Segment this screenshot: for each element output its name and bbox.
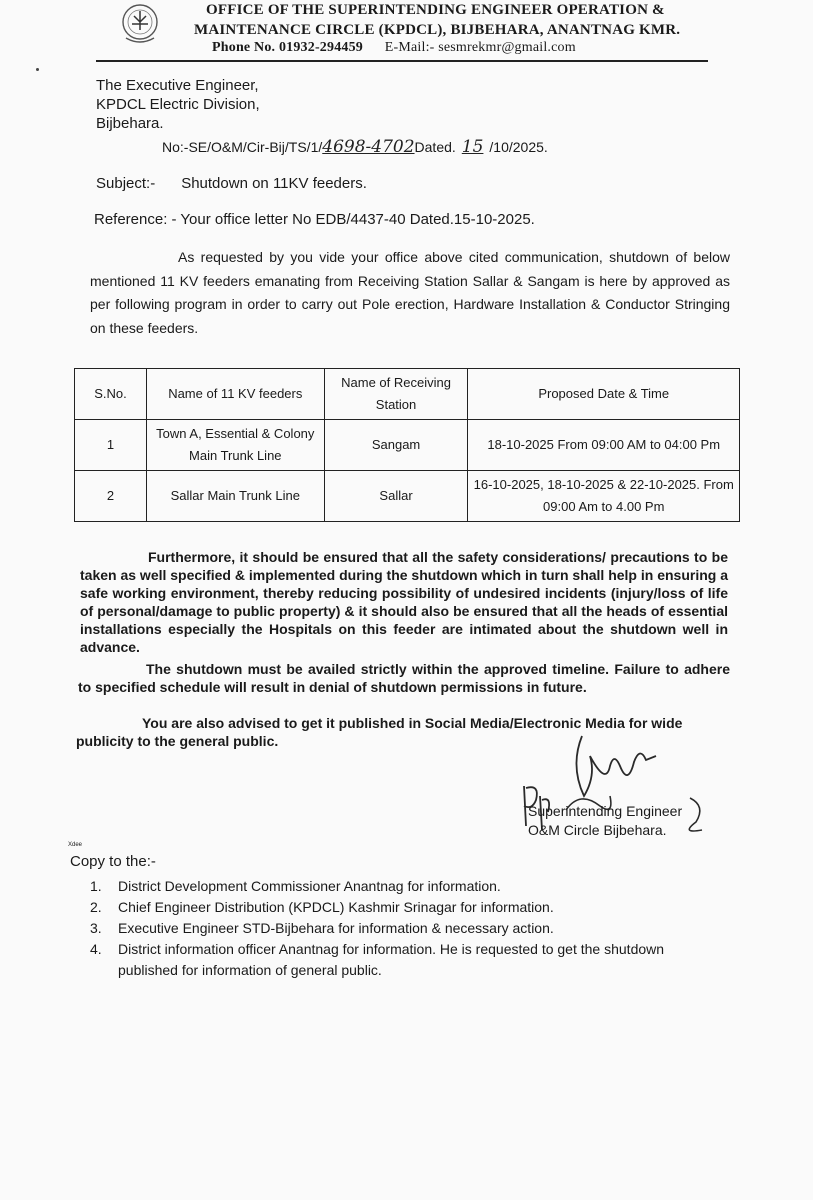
header-sno: S.No. bbox=[75, 369, 147, 420]
list-item bbox=[90, 897, 720, 918]
row-feeder: Town A, Essential & Colony Main Trunk Line bbox=[146, 420, 324, 471]
list-item-text: District Development Commissioner Anantnag for information. bbox=[118, 878, 501, 894]
letterhead-email: E-Mail:- sesmrekmr@gmail.com bbox=[384, 40, 576, 55]
list-item-text: District information officer Anantnag for information. He is requested to get the shutdown published for information of general public. bbox=[118, 941, 665, 978]
list-item-text: Executive Engineer STD-Bijbehara for information & necessary action. bbox=[118, 920, 554, 936]
scan-speck bbox=[36, 68, 39, 71]
shutdown-schedule-table bbox=[74, 368, 740, 522]
dated-label: Dated. bbox=[414, 139, 456, 155]
letterhead-phone: Phone No. 01932-294459 bbox=[212, 40, 364, 55]
copy-to-title: Copy to the:- bbox=[70, 853, 156, 870]
publicity-paragraph: You are also advised to get it published in Social Media/Electronic Media for wide publicity to the general public. bbox=[76, 715, 683, 749]
signatory-block bbox=[528, 802, 682, 840]
signatory-title: Superintending Engineer bbox=[528, 803, 683, 819]
subject-label: Subject:- bbox=[96, 175, 156, 192]
handwritten-day: 15 bbox=[461, 137, 484, 157]
copy-to-list bbox=[90, 876, 720, 981]
row-feeder: Sallar Main Trunk Line bbox=[146, 471, 324, 522]
kpdcl-emblem-icon bbox=[118, 2, 162, 46]
list-item bbox=[90, 918, 720, 939]
letter-number-line bbox=[162, 137, 548, 157]
row-station: Sallar bbox=[324, 471, 468, 522]
list-item-number: 1. bbox=[90, 878, 102, 894]
header-datetime: Proposed Date & Time bbox=[468, 369, 740, 420]
letterhead-line-1: OFFICE OF THE SUPERINTENDING ENGINEER OPERATION & bbox=[206, 2, 665, 18]
letter-date-suffix: /10/2025. bbox=[489, 139, 548, 155]
timeline-paragraph: The shutdown must be availed strictly within the approved timeline. Failure to adhere to specified schedule will result in denial of shutdown permissions in future. bbox=[78, 661, 730, 695]
letter-number-prefix: No:-SE/O&M/Cir-Bij/TS/1/ bbox=[162, 139, 323, 155]
list-item bbox=[90, 939, 720, 981]
header-feeder: Name of 11 KV feeders bbox=[146, 369, 324, 420]
dispatch-initials: Xdee bbox=[68, 842, 83, 848]
list-item-number: 3. bbox=[90, 920, 102, 936]
letterhead-line-2: MAINTENANCE CIRCLE (KPDCL), BIJBEHARA, ANANTNAG KMR. bbox=[194, 22, 681, 38]
table-header-row bbox=[75, 369, 740, 420]
signatory-office: O&M Circle Bijbehara. bbox=[528, 822, 667, 838]
addressee-line-3: Bijbehara. bbox=[96, 115, 164, 132]
row-sno: 1 bbox=[75, 420, 147, 471]
row-datetime: 18-10-2025 From 09:00 AM to 04:00 Pm bbox=[468, 420, 740, 471]
reference-line: Reference: - Your office letter No EDB/4437-40 Dated.15-10-2025. bbox=[94, 211, 535, 228]
row-sno: 2 bbox=[75, 471, 147, 522]
handwritten-letter-number: 4698-4702 bbox=[322, 137, 415, 157]
row-datetime: 16-10-2025, 18-10-2025 & 22-10-2025. From 09:00 Am to 4.00 Pm bbox=[468, 471, 740, 522]
list-item-number: 2. bbox=[90, 899, 102, 915]
table-row bbox=[75, 471, 740, 522]
letterhead-divider bbox=[96, 60, 708, 62]
safety-paragraph: Furthermore, it should be ensured that all the safety considerations/ precautions to be taken as well specified & implemented during the shutdown which in turn shall help in ensuring a safe working environment, thereby reducing possibility of undesired incidents (injury/loss of life of personal/damage to public property) & it should also be ensured that all the heads of essential installations especially the Hospitals on this feeder are intimated about the shutdown well in advance. bbox=[80, 549, 728, 655]
list-item-text: Chief Engineer Distribution (KPDCL) Kashmir Srinagar for information. bbox=[118, 899, 554, 915]
letterhead-contact bbox=[212, 40, 576, 56]
header-station: Name of Receiving Station bbox=[324, 369, 468, 420]
list-item-number: 4. bbox=[90, 941, 102, 957]
list-item bbox=[90, 876, 720, 897]
approval-paragraph: As requested by you vide your office above cited communication, shutdown of below mentioned 11 KV feeders emanating from Receiving Station Sallar & Sangam is here by approved as per following program in order to carry out Pole erection, Hardware Installation & Conductor Stringing on these feeders. bbox=[90, 249, 730, 336]
subject-line bbox=[96, 175, 367, 192]
row-station: Sangam bbox=[324, 420, 468, 471]
table-row bbox=[75, 420, 740, 471]
addressee-line-2: KPDCL Electric Division, bbox=[96, 96, 260, 113]
addressee-line-1: The Executive Engineer, bbox=[96, 77, 259, 94]
subject-text: Shutdown on 11KV feeders. bbox=[181, 175, 367, 192]
